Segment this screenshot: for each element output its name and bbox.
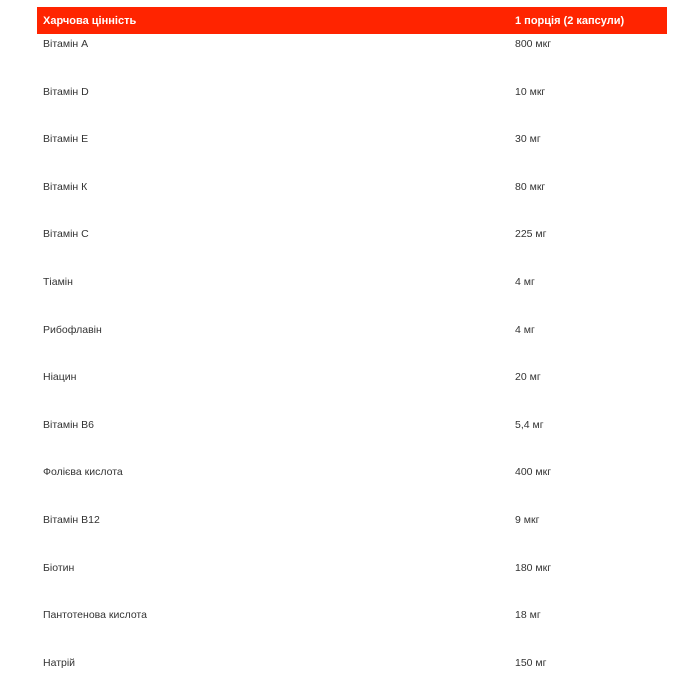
header-nutrition-value: Харчова цінність [43, 14, 137, 27]
nutrient-amount: 5,4 мг [515, 418, 544, 431]
table-row [37, 653, 667, 700]
nutrient-amount: 18 мг [515, 609, 541, 622]
table-row [37, 34, 667, 82]
table-row [37, 272, 667, 320]
nutrient-amount: 9 мкг [515, 513, 540, 526]
table-header-row [37, 7, 667, 34]
nutrient-amount: 4 мг [515, 275, 535, 288]
table-row [37, 367, 667, 415]
table-row [37, 415, 667, 463]
table-row [37, 510, 667, 558]
nutrient-amount: 30 мг [515, 133, 541, 146]
nutrient-amount: 4 мг [515, 323, 535, 336]
nutrient-name: Вітамін В6 [43, 418, 94, 431]
nutrient-name: Вітамін В12 [43, 513, 100, 526]
table-row [37, 224, 667, 272]
nutrient-amount: 10 мкг [515, 85, 546, 98]
nutrient-amount: 20 мг [515, 371, 541, 384]
nutrient-name: Пантотенова кислота [43, 609, 147, 622]
nutrient-name: Ніацин [43, 371, 77, 384]
nutrient-name: Фолієва кислота [43, 466, 123, 479]
table-header [37, 7, 667, 34]
table-row [37, 558, 667, 606]
nutrient-name: Натрій [43, 656, 76, 669]
nutrient-name: Біотин [43, 561, 75, 574]
nutrient-name: Рибофлавін [43, 323, 102, 336]
table-row [37, 320, 667, 368]
nutrient-amount: 80 мкг [515, 180, 546, 193]
nutrient-name: Вітамін D [43, 85, 89, 98]
table-row [37, 605, 667, 653]
nutrient-amount: 225 мг [515, 228, 547, 241]
nutrient-name: Вітамін А [43, 38, 89, 50]
table-row [37, 177, 667, 225]
nutrient-amount: 180 мкг [515, 561, 552, 574]
nutrient-name: Тіамін [43, 275, 73, 288]
table-body [37, 34, 667, 700]
table-row [37, 462, 667, 510]
nutrient-amount: 800 мкг [515, 38, 552, 50]
table-row [37, 82, 667, 130]
nutrient-amount: 150 мг [515, 656, 547, 669]
nutrient-name: Вітамін С [43, 228, 89, 241]
header-serving: 1 порція (2 капсули) [515, 14, 625, 27]
nutrient-name: Вітамін К [43, 180, 88, 193]
table-row [37, 129, 667, 177]
nutrition-table [37, 7, 667, 700]
nutrient-amount: 400 мкг [515, 466, 552, 479]
nutrient-name: Вітамін Е [43, 133, 89, 146]
